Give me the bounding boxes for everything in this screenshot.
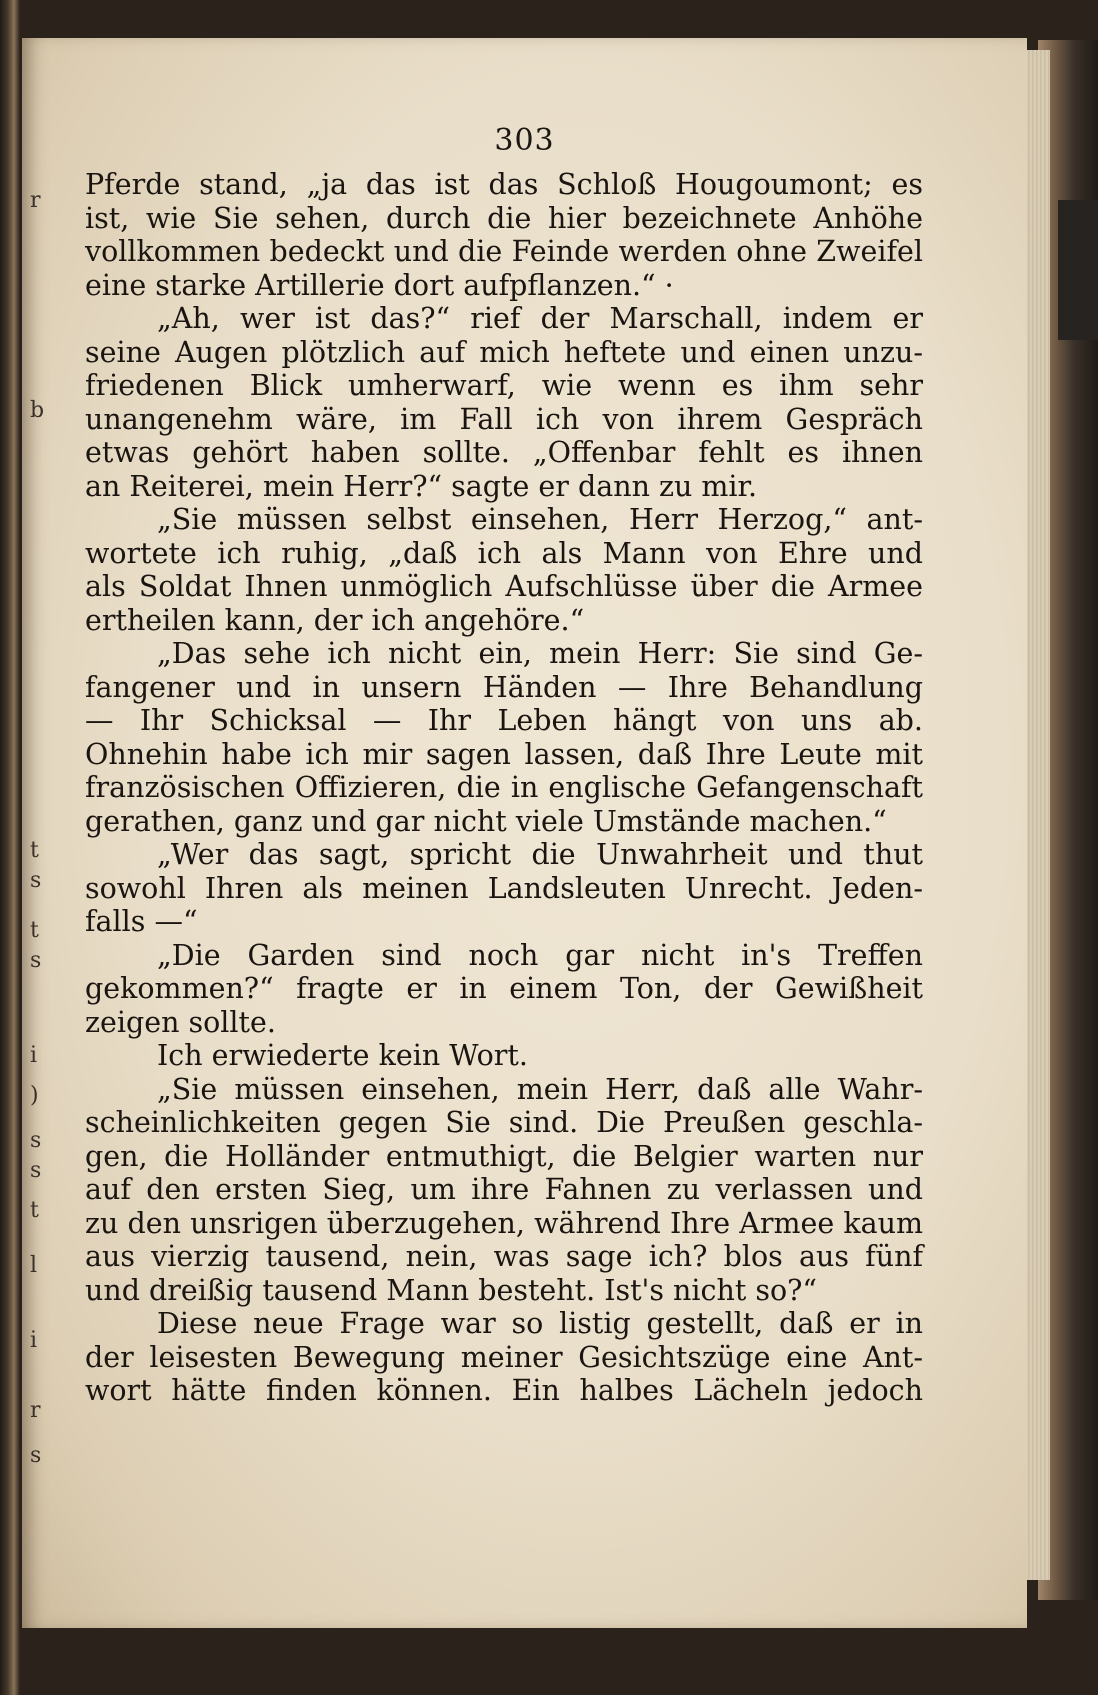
text-line: „Das sehe ich nicht ein, mein Herr: Sie sind Ge- (157, 637, 923, 670)
text-line: aus vierzig tausend, nein, was sage ich? blos aus fünf (85, 1240, 923, 1273)
text-line: französischen Offizieren, die in englische Gefangenschaft (85, 771, 923, 804)
text-line: gekommen?“ fragte er in einem Ton, der Gewißheit (85, 972, 923, 1005)
text-line: ist, wie Sie sehen, durch die hier bezeichnete Anhöhe (85, 201, 923, 235)
text-line: „Wer das sagt, spricht die Unwahrheit und thut (157, 838, 923, 871)
text-line: Ich erwiederte kein Wort. (157, 1039, 528, 1072)
text-line: seine Augen plötzlich auf mich heftete und einen unzu- (85, 335, 923, 369)
margin-mark: b (30, 398, 45, 423)
margin-mark: s (30, 1443, 42, 1468)
text-line: „Sie müssen selbst einsehen, Herr Herzog,“ ant- (157, 503, 923, 536)
text-line: „Die Garden sind noch gar nicht in's Treffen (157, 938, 923, 972)
text-line: und dreißig tausend Mann besteht. Ist's nicht so?“ (85, 1273, 817, 1307)
text-line: ertheilen kann, der ich angehöre.“ (85, 603, 585, 637)
text-line: scheinlichkeiten gegen Sie sind. Die Preußen geschla- (85, 1106, 923, 1139)
text-line: an Reiterei, mein Herr?“ sagte er dann zu mir. (85, 469, 758, 503)
bleed-through-margin (30, 38, 48, 1628)
margin-mark: i (30, 1043, 38, 1068)
margin-mark: s (30, 1128, 42, 1153)
margin-mark: i (30, 1328, 38, 1353)
text-line: der leisesten Bewegung meiner Gesichtszüge eine Ant- (85, 1340, 923, 1374)
page-body-text (85, 168, 923, 1408)
page-number: 303 (494, 123, 555, 158)
text-line: fangener und in unsern Händen — Ihre Behandlung (85, 670, 923, 704)
text-line: „Ah, wer ist das?“ rief der Marschall, indem er (157, 302, 923, 335)
margin-mark: t (30, 918, 39, 943)
margin-mark: s (30, 1158, 42, 1183)
margin-mark: r (30, 1398, 41, 1423)
text-line: gen, die Holländer entmuthigt, die Belgier warten nur (85, 1139, 923, 1173)
margin-mark: t (30, 838, 39, 863)
text-line: eine starke Artillerie dort aufpflanzen.“ · (85, 268, 674, 302)
text-line: zeigen sollte. (85, 1005, 276, 1039)
text-line: als Soldat Ihnen unmöglich Aufschlüsse über die Armee (85, 570, 923, 603)
text-line: wortete ich ruhig, „daß ich als Mann von Ehre und (85, 536, 923, 570)
text-line: „Sie müssen einsehen, mein Herr, daß alle Wahr- (157, 1072, 923, 1106)
text-line: wort hätte finden können. Ein halbes Lächeln jedoch (85, 1374, 923, 1407)
text-line: Pferde stand, „ja das ist das Schloß Hougoumont; es (85, 168, 923, 201)
text-line: unangenehm wäre, im Fall ich von ihrem Gespräch (85, 402, 923, 436)
text-line: gerathen, ganz und gar nicht viele Umstände machen.“ (85, 804, 887, 838)
text-line: falls —“ (85, 905, 198, 938)
text-line: sowohl Ihren als meinen Landsleuten Unrecht. Jeden- (85, 871, 923, 905)
text-line: auf den ersten Sieg, um ihre Fahnen zu verlassen und (85, 1173, 923, 1206)
margin-mark: s (30, 868, 42, 893)
margin-mark: s (30, 948, 42, 973)
text-line: vollkommen bedeckt und die Feinde werden ohne Zweifel (85, 235, 923, 268)
text-line: etwas gehört haben sollte. „Offenbar fehlt es ihnen (85, 436, 923, 469)
text-line: — Ihr Schicksal — Ihr Leben hängt von uns ab. (85, 704, 923, 737)
text-line: Diese neue Frage war so listig gestellt, daß er in (157, 1307, 923, 1340)
text-line: Ohnehin habe ich mir sagen lassen, daß Ihre Leute mit (85, 737, 923, 771)
margin-mark: l (30, 1253, 38, 1278)
book-page (22, 38, 1027, 1628)
margin-mark: t (30, 1198, 39, 1223)
text-line: zu den unsrigen überzugehen, während Ihre Armee kaum (85, 1206, 923, 1240)
margin-mark: r (30, 188, 41, 213)
margin-mark: ) (30, 1083, 39, 1108)
text-line: friedenen Blick umherwarf, wie wenn es ihm sehr (85, 369, 923, 402)
